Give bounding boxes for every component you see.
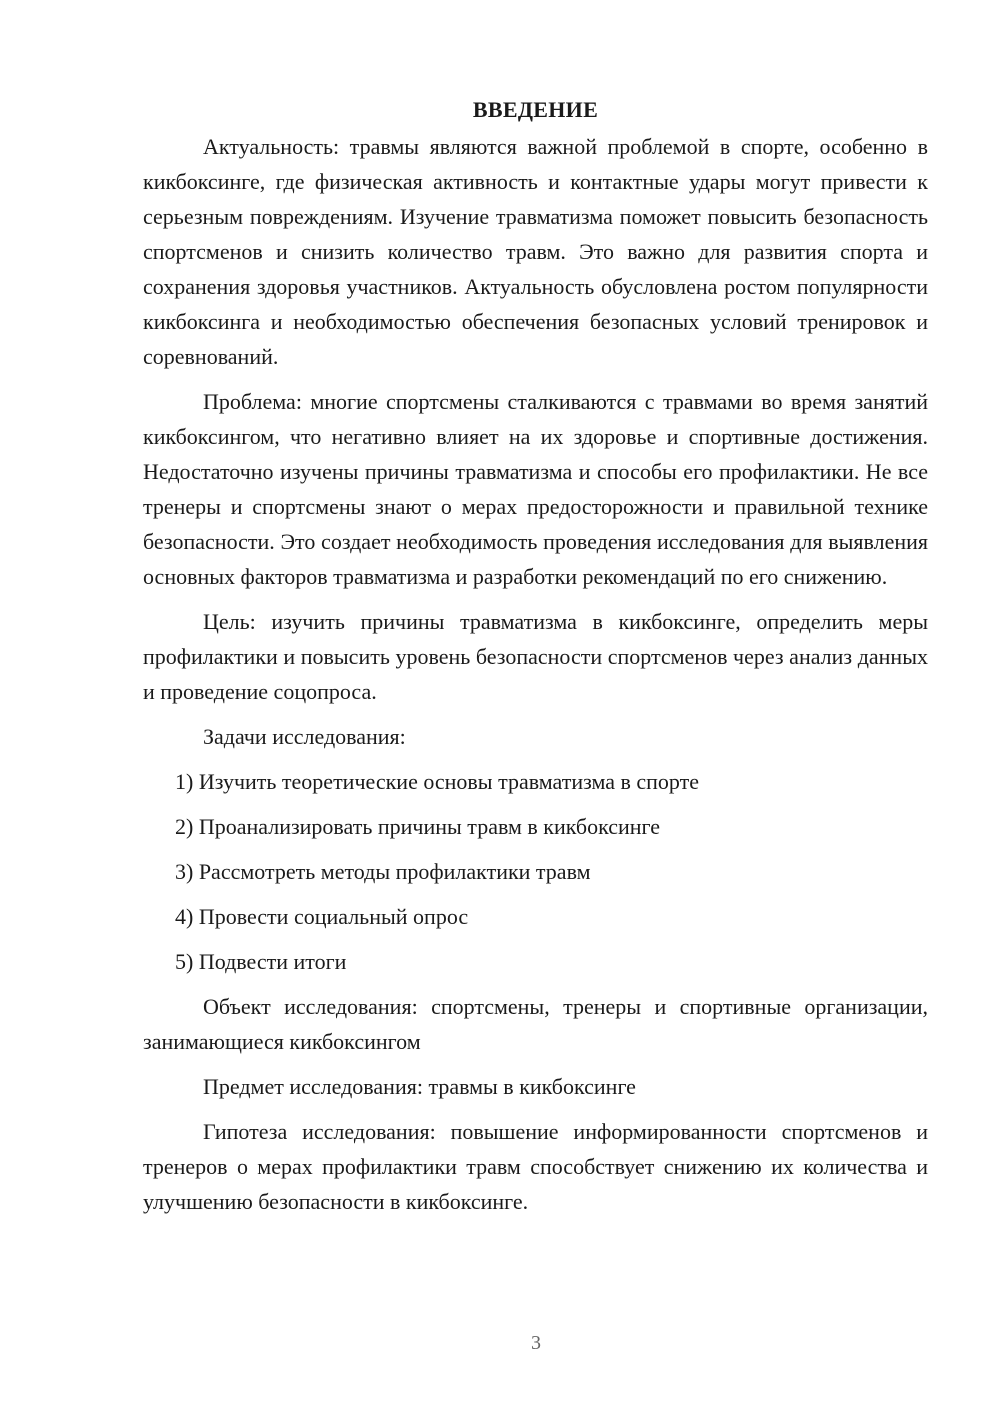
task-item: 4) Провести социальный опрос [175,904,469,929]
task-item: 2) Проанализировать причины травм в кикбоксинге [175,814,661,839]
goal-paragraph: Цель: изучить причины травматизма в кикбоксинге, определить меры профилактики и повысить уровень безопасности спортсменов через анализ данных и проведение соцопроса. [143,609,928,704]
page-number: 3 [531,1332,541,1354]
hypothesis-paragraph: Гипотеза исследования: повышение информированности спортсменов и тренеров о мерах профилактики травм способствует снижению их количества и улучшению безопасности в кикбоксинге. [143,1119,928,1214]
page-title: ВВЕДЕНИЕ [472,97,599,122]
tasks-heading: Задачи исследования: [203,724,406,749]
task-item: 5) Подвести итоги [175,949,347,974]
tasks-list [143,764,928,979]
task-item: 1) Изучить теоретические основы травматизма в спорте [175,769,700,794]
object-paragraph: Объект исследования: спортсмены, тренеры и спортивные организации, занимающиеся кикбоксингом [143,994,928,1054]
problem-paragraph: Проблема: многие спортсмены сталкиваются с травмами во время занятий кикбоксингом, что негативно влияет на их здоровье и спортивные достижения. Недостаточно изучены причины травматизма и способы его профилактики. Не все тренеры и спортсмены знают о мерах предосторожности и правильной технике безопасности. Это создает необходимость проведения исследования для выявления основных факторов травматизма и разработки рекомендаций по его снижению. [143,389,928,589]
relevance-paragraph: Актуальность: травмы являются важной проблемой в спорте, особенно в кикбоксинге, где физическая активность и контактные удары могут привести к серьезным повреждениям. Изучение травматизма поможет повысить безопасность спортсменов и снизить количество травм. Это важно для развития спорта и сохранения здоровья участников. Актуальность обусловлена ростом популярности кикбоксинга и необходимостью обеспечения безопасных условий тренировок и соревнований. [143,134,928,369]
subject-paragraph: Предмет исследования: травмы в кикбоксинге [203,1074,636,1099]
document-page [143,92,928,1229]
task-item: 3) Рассмотреть методы профилактики травм [175,859,591,884]
